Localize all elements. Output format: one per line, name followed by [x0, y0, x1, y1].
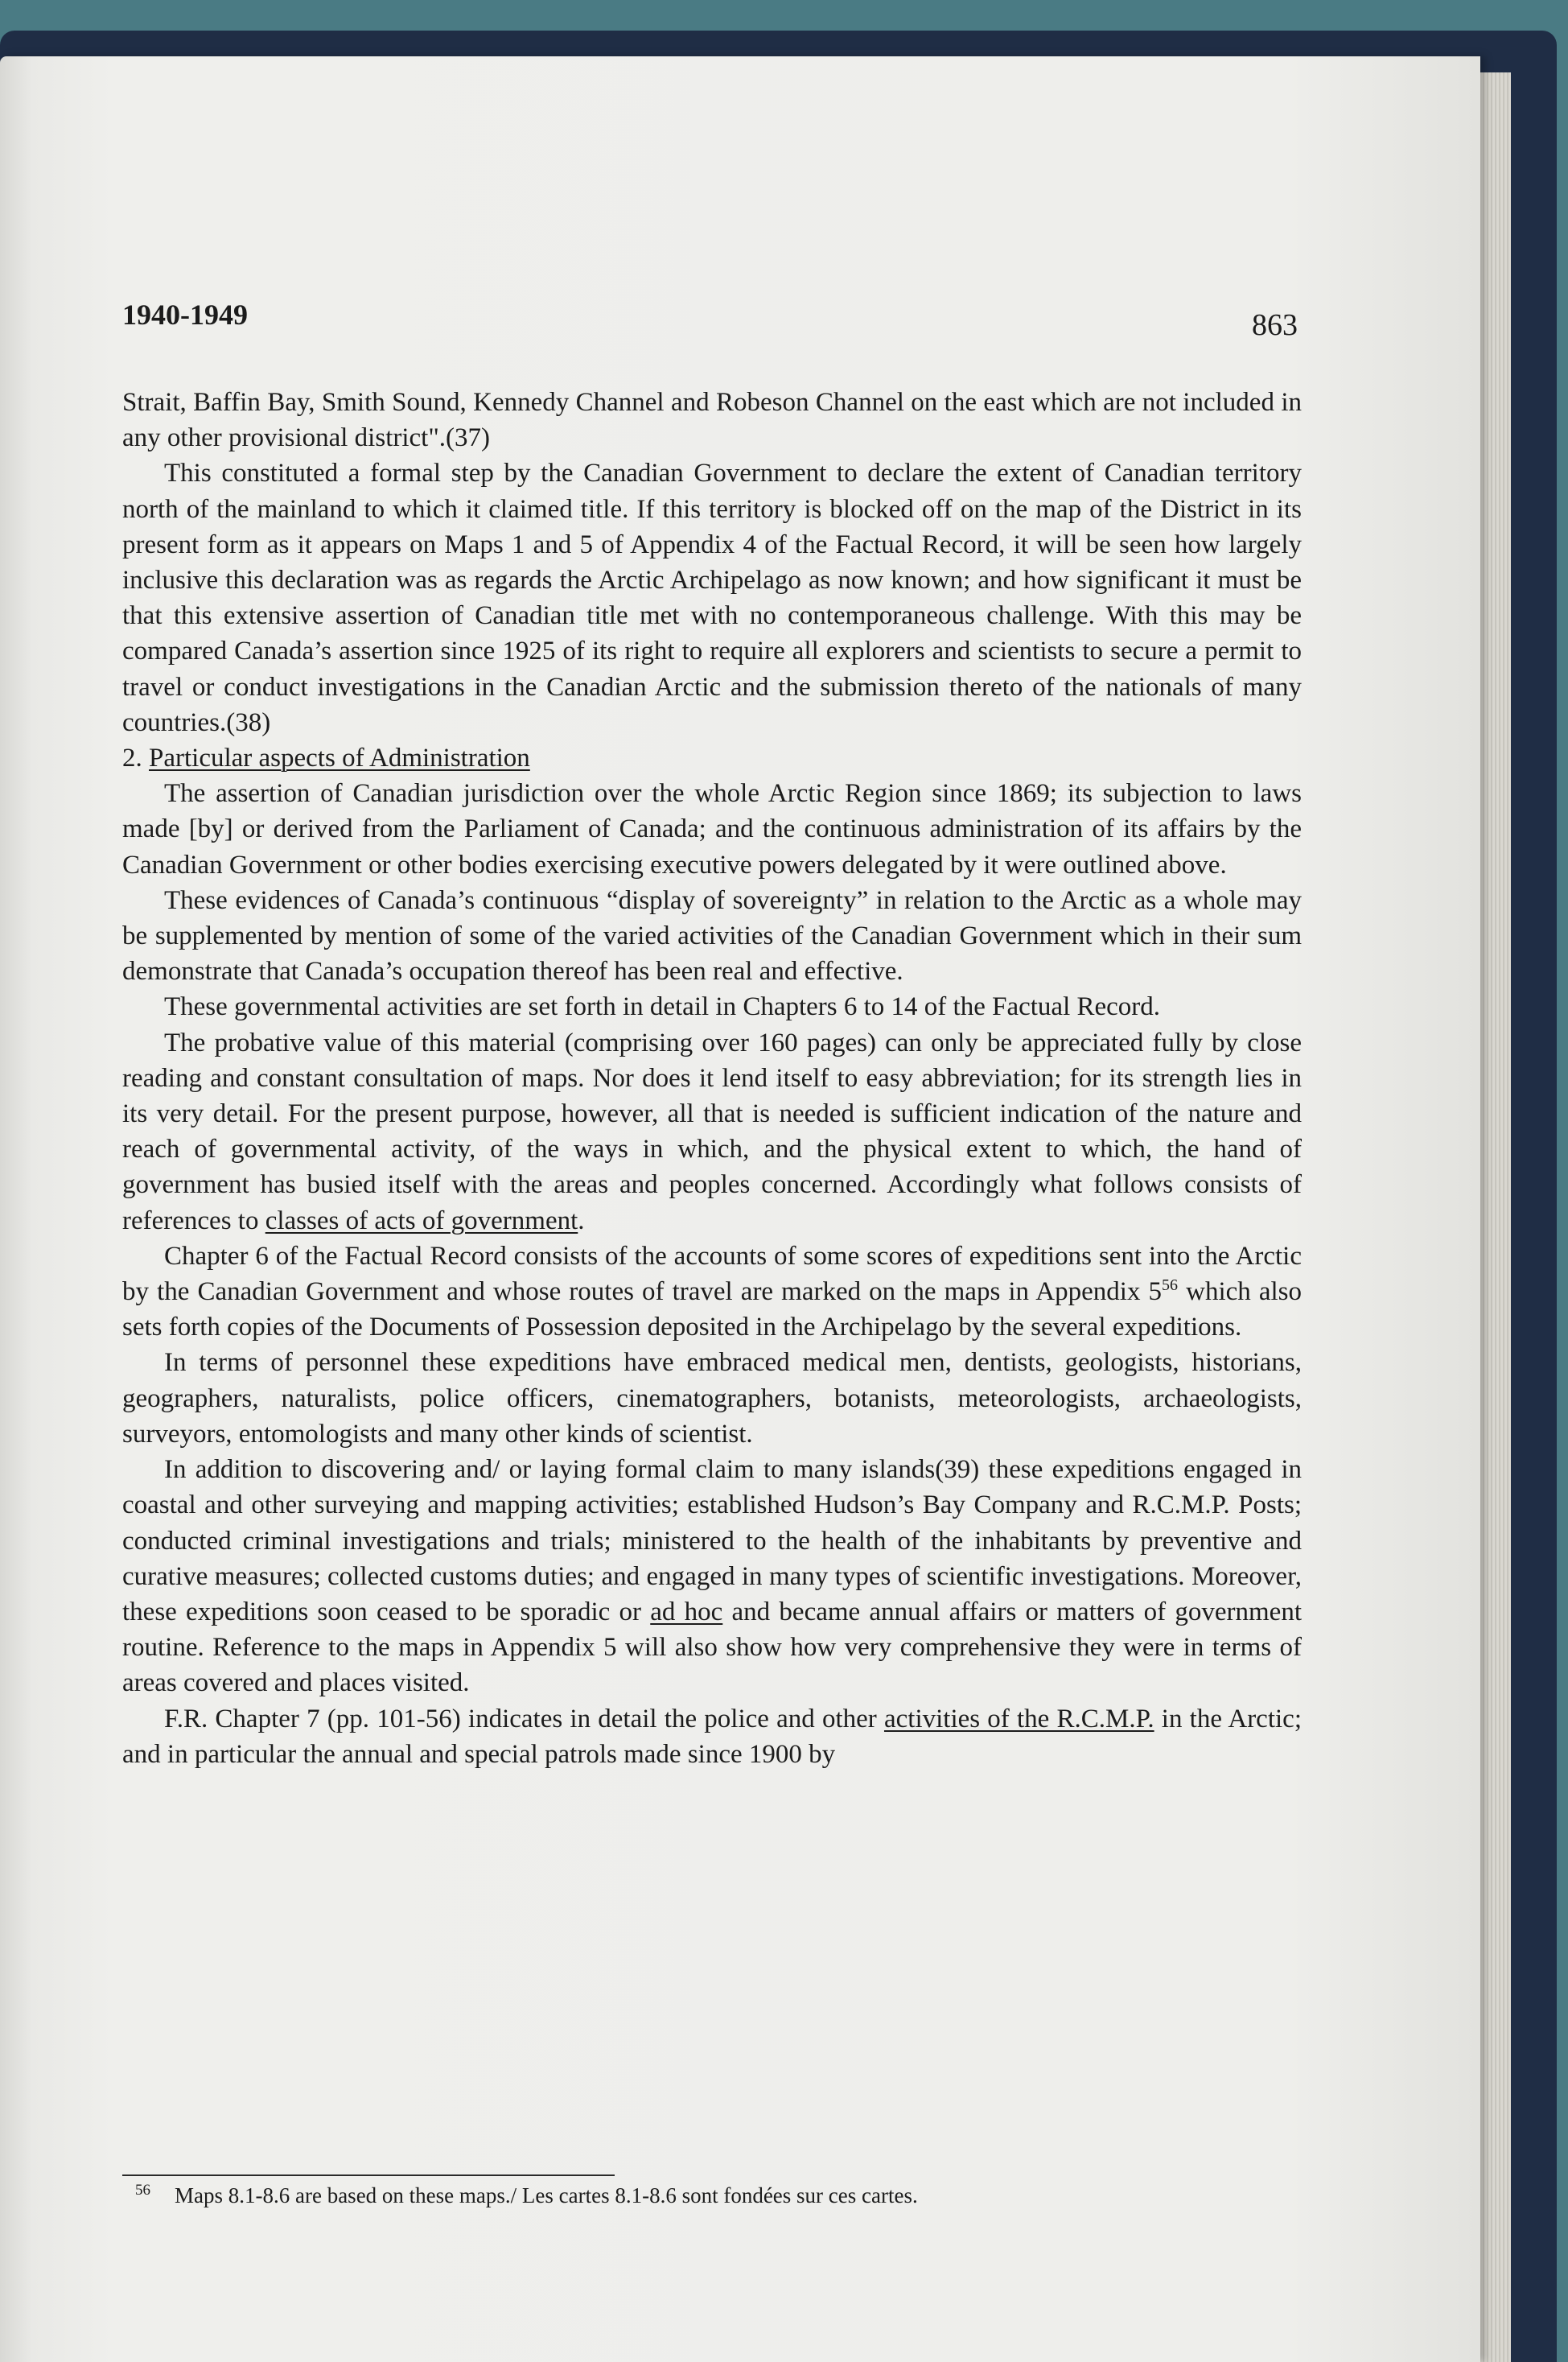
footnote-number: 56 — [135, 2182, 150, 2199]
paragraph: These evidences of Canada’s continuous “display of sovereignty” in relation to the Arctic as a whole may be supplemented by mention of some of the varied activities of the Canadian Government which in their sum demonstrate that Canada’s occupation thereof has been real and effective. — [122, 885, 1302, 987]
paragraph: In addition to discovering and/ or laying formal claim to many islands(39) these expeditions engaged in coastal and other surveying and mapping activities; established Hudson’s Bay Company and R.C.M.P. Posts; conducted criminal investigations and trials; ministered to the health of the inhabitants by preventive and curative measures; collected customs duties; and engaged in many types of scientific investigations. Moreover, these expeditions soon ceased to be sporadic or ad hoc and became annual affairs or matters of government routine. Reference to the maps in Appendix 5 will also show how very comprehensive they were in terms of areas covered and places visited. — [122, 1455, 1302, 1698]
footnote-reference: 56 — [1162, 1276, 1179, 1295]
underlined-phrase: classes of acts of government — [265, 1206, 578, 1235]
paragraph: The assertion of Canadian jurisdiction over the whole Arctic Region since 1869; its subjection to laws made [by] or derived from the Parliament of Canada; and the continuous administration of its affairs by the Canadian Government or other bodies exercising executive powers delegated by it were outlined above. — [122, 779, 1302, 880]
section-title: Particular aspects of Administration — [149, 744, 530, 773]
underlined-phrase: ad hoc — [650, 1597, 723, 1626]
paragraph: In terms of personnel these expeditions have embraced medical men, dentists, geologists, historians, geographers, naturalists, police officers, cinematographers, botanists, meteorologists, archaeologists, surveyors, entomologists and many other kinds of scientist. — [122, 1348, 1302, 1449]
paragraph: This constituted a formal step by the Canadian Government to declare the extent of Canadian territory north of the mainland to which it claimed title. If this territory is blocked off on the map of the District in its present form as it appears on Maps 1 and 5 of Appendix 4 of the Factual Record, it will be seen how largely inclusive this declaration was as regards the Arctic Archipelago as now known; and how significant it must be that this extensive assertion of Canadian title met with no contemporaneous challenge. With this may be compared Canada’s assertion since 1925 of its right to require all explorers and scientists to secure a permit to travel or conduct investigations in the Canadian Arctic and the submission thereto of the nationals of many countries.(38) — [122, 459, 1302, 737]
paragraph: Chapter 6 of the Factual Record consists of the accounts of some scores of expeditions sent into the Arctic by the Canadian Government and whose routes of travel are marked on the maps in Appendix $5^{56}$ which also sets forth copies of the Documents of Possession deposited in the Archipelago by the several expeditions. — [122, 1241, 1302, 1342]
underlined-phrase: activities of the R.C.M.P. — [883, 1704, 1154, 1733]
footnote-text: Maps 8.1-8.6 are based on these maps./ Les cartes 8.1-8.6 sont fondées sur ces cartes. — [175, 2183, 918, 2207]
paragraph: Strait, Baffin Bay, Smith Sound, Kennedy Channel and Robeson Channel on the east which are not included in any other provisional district".(37) — [122, 388, 1302, 453]
footnote-divider — [122, 2174, 615, 2176]
paragraph: These governmental activities are set forth in detail in Chapters 6 to 14 of the Factual Record. — [164, 992, 1161, 1022]
paragraph: The probative value of this material (comprising over 160 pages) can only be appreciated fully by close reading and constant consultation of maps. Nor does it lend itself to easy abbreviation; for its strength lies in its very detail. For the present purpose, however, all that is needed is sufficient indication of the nature and reach of governmental activity, of the ways in which, and the physical extent to which, the hand of government has busied itself with the areas and peoples concerned. Accordingly what follows consists of references to classes of acts of government. — [122, 1028, 1302, 1235]
section-heading — [122, 740, 1302, 776]
running-header: 1940-1949 — [122, 299, 248, 331]
page-number: 863 — [1252, 308, 1298, 342]
body-text — [122, 385, 1302, 1772]
book-page — [0, 56, 1480, 2362]
section-number: 2. — [122, 744, 142, 773]
footnote — [135, 2181, 918, 2210]
paragraph: F.R. Chapter 7 (pp. 101-56) indicates in detail the police and other activities of the R.C.M.P. in the Arctic; and in particular the annual and special patrols made since 1900 by — [122, 1704, 1302, 1769]
